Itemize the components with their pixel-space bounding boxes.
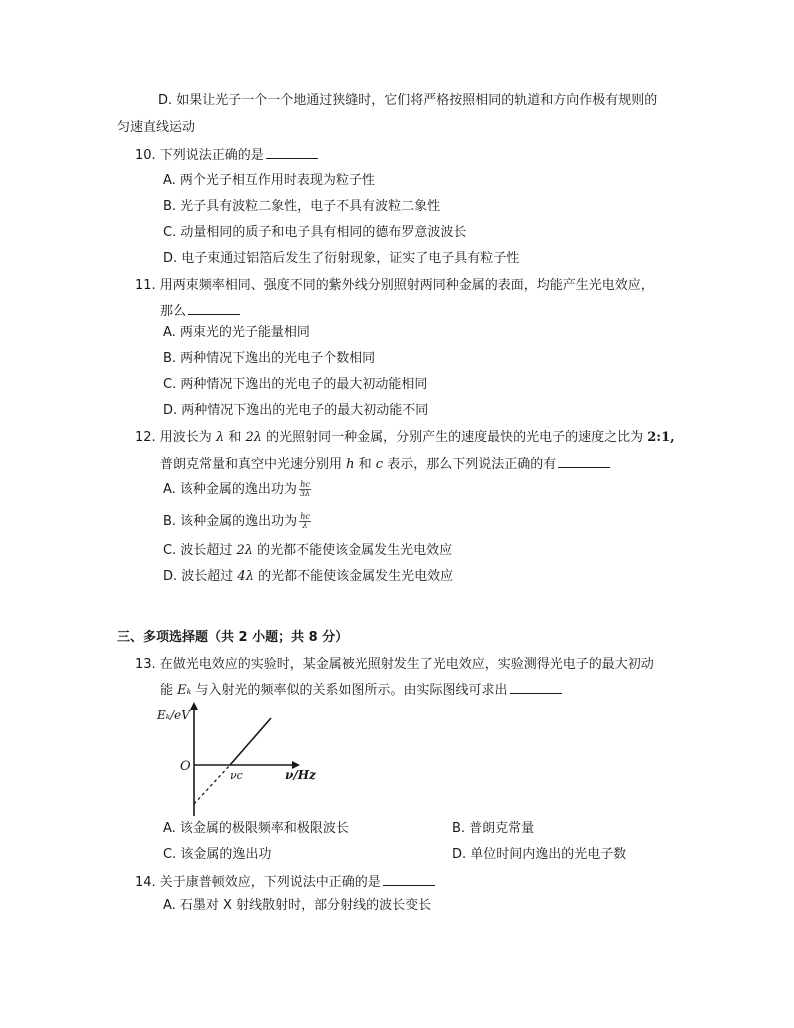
answer-blank — [383, 873, 435, 886]
q13-option-c: C. 该金属的逸出功 — [163, 847, 272, 862]
q12-option-c-a: C. 波长超过 — [163, 543, 237, 558]
q13-option-a: A. 该金属的极限频率和极限波长 — [163, 821, 349, 836]
q12-option-d — [163, 568, 453, 586]
q11-stem-line1: 11. 用两束频率相同、强度不同的紫外线分别照射两同种金属的表面，均能产生光电效应， — [135, 278, 654, 293]
q11-option-a: A. 两束光的光子能量相同 — [163, 325, 310, 340]
q11-stem-line2 — [160, 302, 240, 321]
q12-stem1-b: 和 — [224, 430, 246, 445]
q10-stem — [135, 146, 318, 165]
fraction-denominator: 3λ — [299, 489, 311, 498]
fraction-hc-lambda — [299, 513, 311, 530]
answer-blank — [558, 455, 610, 468]
answer-blank — [188, 302, 240, 315]
q12-stem2-c: 表示，那么下列说法正确的有 — [383, 457, 557, 472]
nu-c-label: νc — [230, 769, 243, 782]
q14-stem — [135, 873, 435, 892]
ek-line-extension — [194, 765, 230, 804]
q10-option-a: A. 两个光子相互作用时表现为粒子性 — [163, 173, 375, 188]
section-title: 三、多项选择题（共 2 小题；共 8 分） — [117, 630, 349, 645]
origin-label: O — [180, 759, 191, 774]
q10-option-d: D. 电子束通过铝箔后发生了衍射现象，证实了电子具有粒子性 — [163, 251, 520, 266]
q9-option-d-line1: D. 如果让光子一个一个地通过狭缝时，它们将严格按照相同的轨道和方向作极有规则的 — [158, 93, 658, 108]
fraction-numerator: hc — [300, 480, 310, 489]
q13-stem2-a: 能 — [160, 683, 178, 698]
q12-option-c — [163, 542, 452, 560]
answer-blank — [266, 146, 318, 159]
fraction-hc-3lambda — [299, 481, 311, 498]
q12-stem2-b: 和 — [354, 457, 376, 472]
q12-option-a-text: A. 该种金属的逸出功为 — [163, 482, 297, 497]
h-var: h — [346, 457, 355, 472]
q13-option-d: D. 单位时间内逸出的光电子数 — [452, 847, 627, 862]
q12-option-d-a: D. 波长超过 — [163, 569, 238, 584]
q12-option-b-text: B. 该种金属的逸出功为 — [163, 514, 298, 529]
two-lambda-var: 2λ — [245, 430, 262, 445]
fraction-denominator: λ — [302, 521, 308, 530]
four-lambda-var: 4λ — [237, 569, 254, 584]
x-axis-label: ν/Hz — [285, 768, 316, 782]
q13-stem-line2 — [160, 681, 562, 700]
q12-option-a — [163, 481, 311, 499]
q10-option-b: B. 光子具有波粒二象性，电子不具有波粒二象性 — [163, 199, 441, 214]
q12-stem-line1 — [135, 429, 675, 447]
q12-stem1-c: 的光照射同一种金属，分别产生的速度最快的光电子的速度之比为 — [261, 430, 648, 445]
q13-option-b: B. 普朗克常量 — [452, 821, 535, 836]
ek-line — [230, 718, 271, 765]
y-axis-label: Eₖ/eV — [157, 708, 190, 722]
q11-option-b: B. 两种情况下逸出的光电子个数相同 — [163, 351, 376, 366]
two-lambda-var: 2λ — [236, 543, 253, 558]
lambda-var: λ — [215, 430, 225, 445]
q11-option-c: C. 两种情况下逸出的光电子的最大初动能相同 — [163, 377, 428, 392]
ek-var: Eₖ — [177, 683, 192, 698]
answer-blank — [510, 681, 562, 694]
q13-stem2-b: 与入射光的频率似的关系如图所示。由实际图线可求出 — [191, 683, 508, 698]
q12-stem1-a: 12. 用波长为 — [135, 430, 216, 445]
q12-option-b — [163, 513, 311, 531]
speed-ratio: 2:1, — [647, 430, 675, 445]
q9-option-d-line2: 匀速直线运动 — [117, 120, 196, 135]
q14-stem-text: 14. 关于康普顿效应，下列说法中正确的是 — [135, 875, 381, 890]
q11-stem-line2-text: 那么 — [160, 304, 187, 319]
ek-frequency-graph — [152, 700, 322, 818]
q14-option-a: A. 石墨对 X 射线散射时，部分射线的波长变长 — [163, 898, 432, 913]
c-var: c — [375, 457, 384, 472]
q10-stem-text: 10. 下列说法正确的是 — [135, 148, 264, 163]
q11-option-d: D. 两种情况下逸出的光电子的最大初动能不同 — [163, 403, 429, 418]
q10-option-c: C. 动量相同的质子和电子具有相同的德布罗意波波长 — [163, 225, 467, 240]
q12-stem2-a: 普朗克常量和真空中光速分别用 — [160, 457, 347, 472]
q12-stem-line2 — [160, 455, 610, 474]
q12-option-c-b: 的光都不能使该金属发生光电效应 — [253, 543, 453, 558]
q13-stem-line1: 13. 在做光电效应的实验时，某金属被光照射发生了光电效应，实验测得光电子的最大初动 — [135, 657, 654, 672]
fraction-numerator: hc — [300, 512, 310, 521]
q12-option-d-b: 的光都不能使该金属发生光电效应 — [253, 569, 454, 584]
